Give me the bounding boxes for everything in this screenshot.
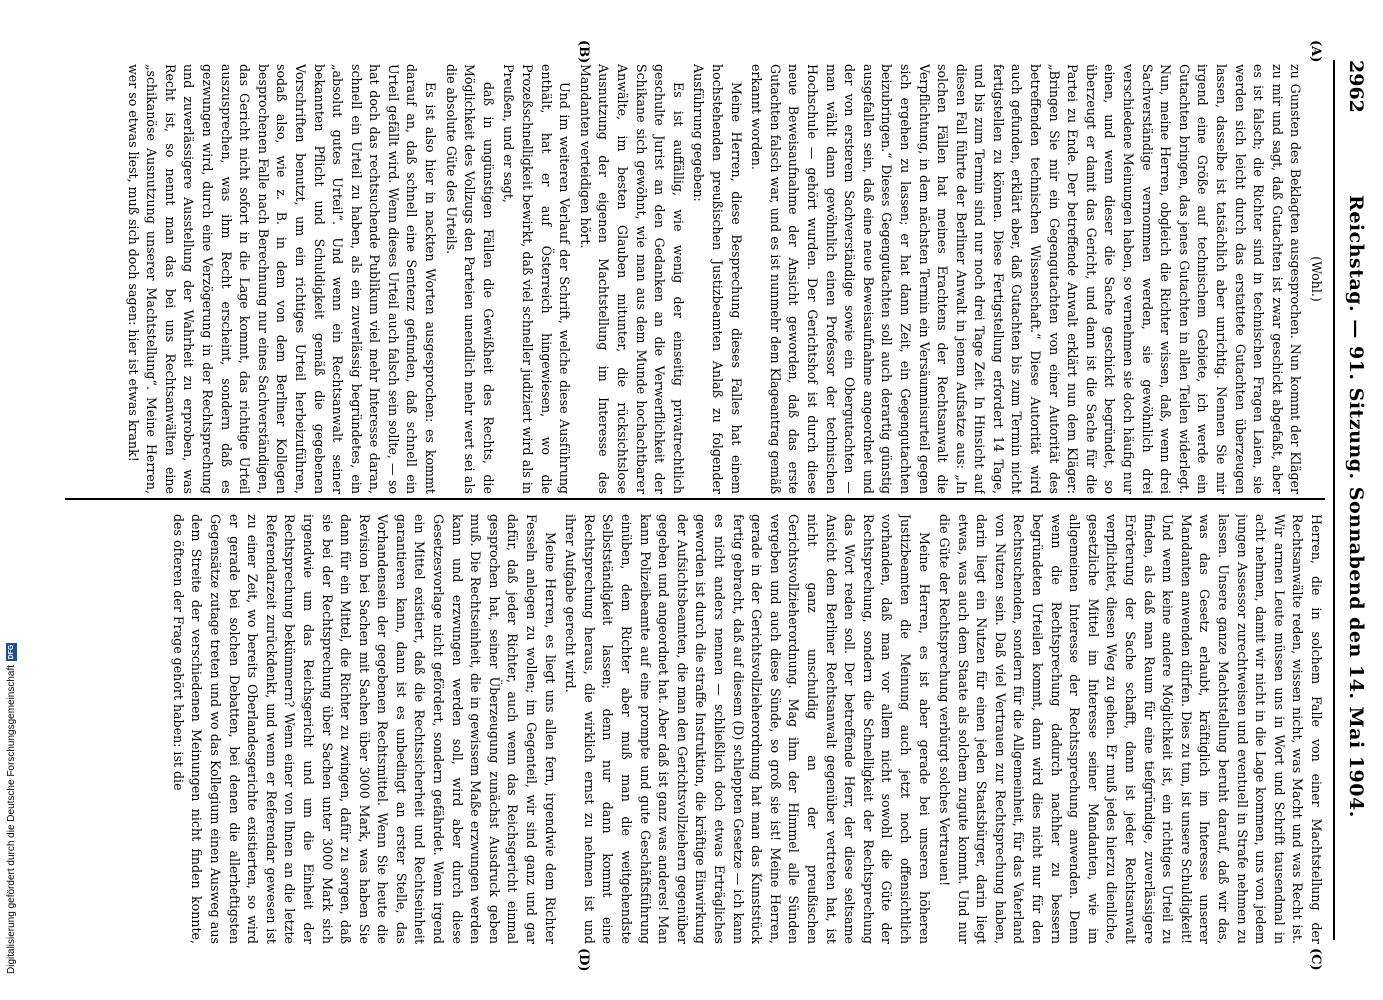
header-rule: [1333, 60, 1335, 940]
digitization-credit-strip: [0, 0, 22, 1000]
margin-mark-a: (A): [1308, 40, 1323, 63]
paragraph: Meine Herren, es ist aber gerade bei unseren höheren Justizbeamten die Meinung auch jetzt noch offensichtlich vorhanden, daß man vor allem nicht sowohl die Güte der Rechtsprechung, sondern die Schnelligkeit der Rechtsprechung das Wort reden soll. Der betreffende Herr, der diese seltsame Ansicht dem Berliner Rechtsanwalt gegenüber vertreten hat, ist nicht ganz unschuldig an der preußischen Gerichtsvollzieherordnung. Mag ihm der Himmel alle Sünden vergeben und auch diese Sünde, so groß sie ist! Meine Herren, gerade in der Gerichtsvollzieherordnung hat man das Kunststück fertig gebracht, daß auf diesem (D) schleppten Gesetze — ich kann es nicht anders nennen — schließlich doch etwas Erträgliches geworden ist durch die straffe Instruktion, die kräftige Einwirkung der Aufsichtsbeamten, die man den Gerichtsvollziehern gegenüber gegeben und angeordnet hat. Aber daß ist ganz was anderes! Man kann Polizeibeamte auf eine prompte und gute Geschäftsführung einüben, dem Richter aber muß man die weitgehendste Selbstständigkeit lassen; denn nur dann kommt eine Rechtsprechung heraus, die wirklich ernst zu nehmen ist und ihrer Aufgabe gerecht wird.: [563, 514, 932, 944]
paragraph: Es ist also hier in nackten Worten ausgesprochen: es kommt darauf an, daß schnell eine Sentenz gefunden, daß schnell ein Urteil gefällt wird. Wenn dieses Urteil auch falsch sein sollte, — so hat doch das rechtsuchende Publikum viel mehr Interesse daran, schnell ein Urteil zu haben, als ein zuverlässig begründetes, ein „absolut gutes Urteil“. Und wenn ein Rechtsanwalt seiner bekannten Pflicht und Schuldigkeit gemäß die gegebenen Vorschriften benutzt, um ein richtiges Urteil herbeizuführen, sodaß also, wie z. B. in dem von dem Berliner Kollegen besprochenen Falle nach Berechnung nur eines Sachverständigen, das Gericht nicht sofort in die Lage kommt, das richtige Urteil auszusprechen, was ihm Recht erscheint, sondern daß es gezwungen wird, durch eine Verzögerung in der Rechtsprechung und zuverlässigere Ausstellung der Wahrheit zu erproben, was Recht ist, so nennt man das bei uns Rechtsanwälten eine „schikanöse Ausnutzung unserer Machtstellung“. Meine Herren, wer so etwas liest, muß sich doch sagen: hier ist etwas krank!: [125, 64, 439, 494]
paragraph: Herren, die in solchem Falle von einer Machtstellung der Rechtsanwälte reden, wissen nicht, was Macht und was Recht ist. Wir armen Leute müssen uns in Wort und Schrift tausendmal in acht nehmen, damit wir nicht in die Lage kommen, uns von jedem jungen Assessor zurechtweisen und eventuell in Strafe nehmen zu lassen. Unsere ganze Machtstellung beruht darauf, daß wir das, was das Gesetz erlaubt, kräftiglich im Interesse unserer Mandanten anwenden dürfen. Dies zu tun, ist unsere Schuldigkeit! Und wenn keine andere Möglichkeit ist, ein richtiges Urteil zu finden, als daß man Raum für eine tiefgründige, zuverlässigere Erörterung der Sache schafft, dann ist jeder Rechtsanwalt verpflichtet, diesen Weg zu gehen. Er muß jedes hierzu dienliche, gesetzliche Mittel im Interesse seiner Mandanten, wie im allgemeinen Interesse der Rechtssprechung anwenden. Denn wenn die Rechtsprechung dadurch nachher zu bessern begründeten Urteilen kommt, dann wird dies nicht nur für den Rechtsuchenden, sondern für die Allgemeinheit, für das Vaterland von Nutzen sein. Daß viel Vertrauen zur Rechtsprechung haben, darin liegt ein Nutzen für einen jeden Staatsbürger, darin liegt etwas, was auch dem Staate als solchem zugute kommt. Und nur die Güte der Rechtsprechung verbürgt solches Vertrauen!: [937, 514, 1324, 944]
left-text-column: [65, 64, 1325, 494]
right-text-column: [65, 514, 1325, 944]
paragraph: Und im weiteren Verlauf der Schrift, welche diese Ausführung enthält, hat er auf Österreich hingewiesen, wo die Prozeßschnelligkeit bewirkt, daß viel schneller judiziert wird als in Preußen, und er sagt,: [501, 64, 573, 494]
page-title: Reichstag. — 91. Sitzung. Sonnabend den 14. Mai 1904.: [1345, 195, 1367, 818]
speaker-name: (Wohl.): [1309, 256, 1324, 302]
paragraph: Meine Herren, es liegt uns allen fern, irgendwie dem Richter Fesseln anlegen zu wollen; im Gegenteil, wir sind ganz und gar dafür, daß jeder Richter, auch wenn das Reichsgericht einmal gesprochen hat, seiner Überzeugung zunächst Ausdruck geben muß. Die Rechtseinheit, die in gewissem Maße erzwungen werden kann und erzwungen werden soll, wird aber durch diese Gesetzesvorlage nicht gefördert, sondern gefährdet. Wenn irgend ein Mittel existiert, daß die Rechtssicherheit und Rechtseinheit garantieren kann, dann ist es unbedingt an erster Stelle, das Vorhandensein der gegebenen Rechtsmittel. Wenn Sie heute die Revision bei Sachen mit Sachen über 3000 Mark, was haben Sie dann für ein Mittel, die Richter zu zwingen, dafür zu sorgen, daß sie bei der Rechtsprechung über Sachen unter 3000 Mark sich irgendwie um das Reichsgericht und um die Einheit der Rechtsprechung bekümmern? Wenn einer von Ihnen an die letzte Referendarzeit zurückdenkt, und wenn er Referendar gewesen ist zu einer Zeit, wo bereits Oberlandesgerichte existierten, so wird er gerade bei solchen Debatten, bei denen die allerheftigsten Gegensätze zutage treten und wo das Kollegium einen Ausweg aus dem Streite der verschiedenen Meinungen nicht finden konnte, des öfteren der Frage gehört haben: ist die: [170, 514, 558, 944]
dfg-logo: DFG: [7, 644, 15, 660]
quoted-paragraph: Es ist auffällig, wie wenig der einseitig privatrechtlich geschulte Jurist an den Gedanken an die Verwerflichkeit der Schikane sich gewöhnt, wie man aus dem Munde hochachtbarer Anwälte, im besten Glauben mitunter, die rücksichtslose Ausnutzung der eigenen Machtstellung im Interesse des Mandanten verteidigen hört.: [577, 64, 686, 494]
paragraph: zu Gunsten des Beklagten ausgesprochen. Nun kommt der Kläger zu mir und sagt, daß Gutachten ist zwar geschickt abgefaßt, aber es ist falsch; die Richter sind in technischen Fragen Laien, sie werden sich leicht durch das erstattete Gutachten überzeugen lassen, dasselbe ist tatsächlich aber unrichtig. Nennen Sie mir irgend eine Größe auf technischem Gebiete, ich werde ein Gutachten bringen, das jenes Gutachten in allen Teilen widerlegt. Nun, meine Herren, obgleich die Richter wissen, daß, wenn drei Sachverständige vernommen werden, sie gewöhnlich drei verschiedene Meinungen haben, so vernehmen sie doch häufig nur einen, und wenn dieser die Sache geschickt begründet, so überzeugt er damit das Gericht, und dann ist die Sache für die Partei zu Ende. Der betreffende Anwalt erklärt nun dem Kläger: „Bringen Sie mir ein Gegengutachten von einer Autorität des betreffenden technischen Wissenschaft.“ Diese Autorität wird auch gefunden, erklärt aber, daß Gutachten bis zum Termin nicht fertigstellen zu können. Diese Fertigstellung erfordert 14 Tage, und bis zum Termin sind nur noch drei Tage Zeit. In Hinsicht auf diesen Fall führte der Berliner Anwalt in jenem Aufsatze aus: „In solchen Fällen hat meines Erachtens der Rechtsanwalt die Verpflichtung, in dem nächsten Termin ein Versäumnisurteil gegen sich ergehen zu lassen; er hat dann Zeit, ein Gegengutachten beizubringen.“ Dieses Gegengutachten soll auch derartig günstig ausgefallen sein, daß eine neue Beweisaufnahme angeordnet und der von ersterem Sachverständige sowie ein Obergutachten — man wählt dann gewöhnlich einen Professor der technischen Hochschule — gehört wurden. Der Gerichtshof ist durch diese neue Beweisaufnahme der Ansicht geworden, daß das erste Gutachten falsch war, und es ist nunmehr dem Klageantrag gemäß erkannt worden.: [749, 64, 1304, 494]
margin-mark-c: (C): [1308, 948, 1323, 971]
margin-mark-d: (D): [576, 948, 591, 972]
digitization-credit: [2, 0, 20, 974]
column-divider: [65, 498, 1325, 500]
paragraph: Meine Herren, diese Besprechung dieses Falles hat einem hochstehenden preußischen Justizbeamten Anlaß zu folgender Ausführung gegeben:: [691, 64, 744, 494]
page-number: 2962: [1345, 60, 1367, 113]
credit-text: Digitalisierung gefördert durch die Deutsche Forschungsgemeinschaft: [5, 664, 17, 974]
quoted-paragraph: daß in ungünstigen Fällen die Gewißheit des Rechts, die Möglichkeit des Vollzugs den Parteien unendlich mehr wert sei als die absolute Güte des Urteils.: [443, 64, 496, 494]
page-header: [1339, 60, 1373, 940]
margin-mark-b: (B): [576, 40, 591, 64]
